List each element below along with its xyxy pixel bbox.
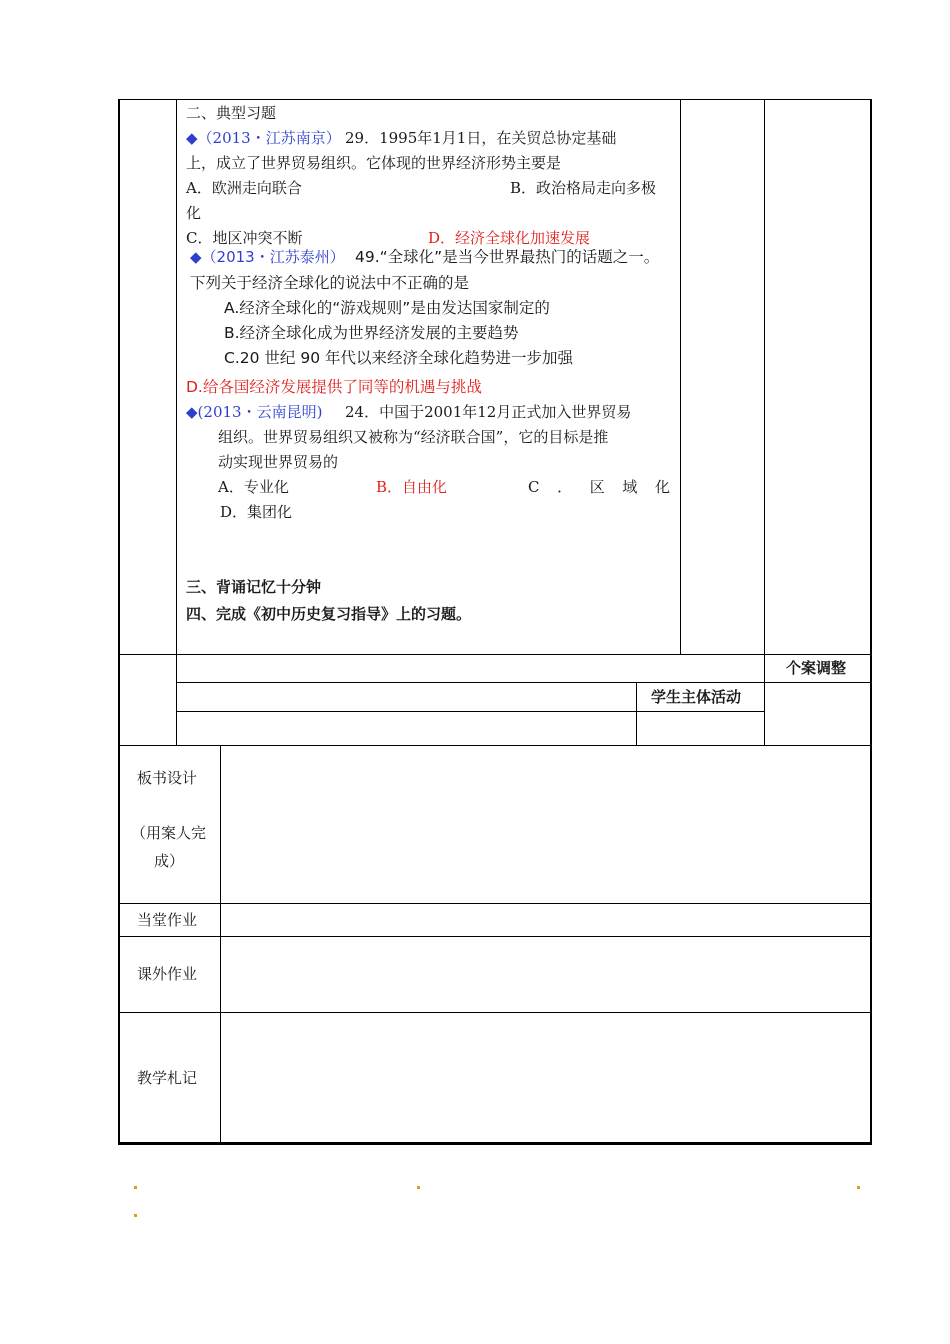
option-a: A.经济全球化的“游戏规则”是由发达国家制定的 bbox=[224, 299, 550, 317]
option-b: B.经济全球化成为世界经济发展的主要趋势 bbox=[224, 324, 519, 342]
question-stem: 24．中国于2001年12月正式加入世界贸易 bbox=[345, 403, 632, 421]
section-4-heading: 四、完成《初中历史复习指导》上的习题。 bbox=[186, 605, 472, 623]
individual-adjustment-label: 个案调整 bbox=[786, 659, 847, 677]
teaching-notes-label: 教学札记 bbox=[137, 1069, 198, 1087]
option-b-answer: B．自由化 bbox=[376, 478, 448, 496]
option-a: A．专业化 bbox=[218, 478, 289, 496]
class-work-label: 当堂作业 bbox=[137, 911, 198, 929]
option-b: B．政治格局走向多极 bbox=[510, 179, 657, 197]
section-3-heading: 三、背诵记忆十分钟 bbox=[186, 578, 322, 596]
question-stem: 下列关于经济全球化的说法中不正确的是 bbox=[190, 274, 470, 292]
board-design-note: （用案人完 bbox=[131, 824, 207, 842]
decorative-dot bbox=[417, 1186, 420, 1189]
question-stem: 29．1995年1月1日，在关贸总协定基础 bbox=[345, 129, 617, 147]
option-c: C．地区冲突不断 bbox=[186, 229, 303, 247]
diamond-icon: ◆ bbox=[186, 129, 198, 147]
board-design-note: 成） bbox=[154, 852, 185, 870]
question-stem: 动实现世界贸易的 bbox=[218, 453, 339, 471]
student-activity-label: 学生主体活动 bbox=[651, 688, 742, 706]
option-d: D．集团化 bbox=[220, 503, 293, 521]
question-source: （2013・江苏泰州） bbox=[201, 248, 345, 266]
option-c: C.20 世纪 90 年代以来经济全球化趋势进一步加强 bbox=[224, 349, 573, 367]
question-source: (2013・云南昆明) bbox=[197, 403, 323, 421]
question-stem: 49.“全球化”是当今世界最热门的话题之一。 bbox=[355, 248, 660, 266]
question-stem: 上，成立了世界贸易组织。它体现的世界经济形势主要是 bbox=[186, 154, 562, 172]
diamond-icon: ◆ bbox=[190, 248, 202, 266]
option-d-answer: D.给各国经济发展提供了同等的机遇与挑战 bbox=[186, 378, 482, 396]
decorative-dot bbox=[134, 1186, 137, 1189]
option-c: C ． 区 域 化 bbox=[528, 478, 670, 496]
option-d-answer: D．经济全球化加速发展 bbox=[428, 229, 591, 247]
option-a: A．欧洲走向联合 bbox=[186, 179, 302, 197]
board-design-label: 板书设计 bbox=[137, 769, 198, 787]
homework-label: 课外作业 bbox=[137, 965, 198, 983]
question-source: （2013・江苏南京） bbox=[197, 129, 341, 147]
question-stem: 组织。世界贸易组织又被称为“经济联合国”，它的目标是推 bbox=[218, 428, 609, 446]
decorative-dot bbox=[134, 1214, 137, 1217]
option-b-continued: 化 bbox=[186, 204, 202, 222]
section-title: 二、典型习题 bbox=[186, 104, 277, 122]
decorative-dot bbox=[857, 1186, 860, 1189]
diamond-icon: ◆ bbox=[186, 403, 198, 421]
